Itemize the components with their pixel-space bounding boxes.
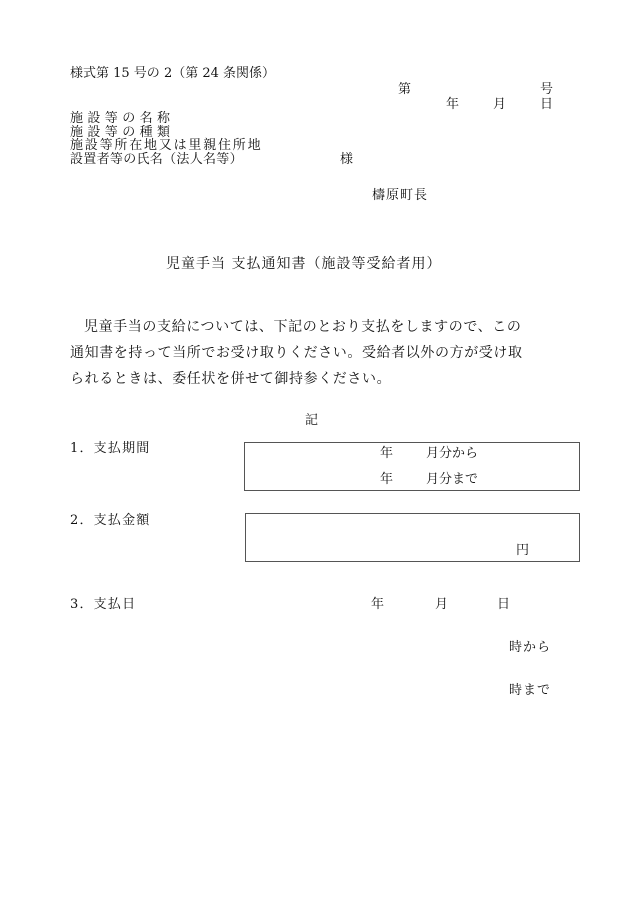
honorific-sama: 様 (340, 152, 354, 167)
period-to-year: 年 (380, 472, 394, 487)
facility-address-label: 施設等所在地又は里親住所地 (70, 138, 263, 153)
period-from-suffix: 月分から (426, 446, 479, 461)
form-number-label: 様式第 15 号の 2（第 24 条関係） (70, 66, 276, 81)
body-line-1: 児童手当の支給については、下記のとおり支払をしますので、この (84, 319, 522, 335)
facility-name-label: 施設等の名称 (70, 111, 175, 126)
body-line-3: られるときは、委任状を併せて御持参ください。 (70, 371, 392, 387)
period-from-year: 年 (380, 446, 394, 461)
ki-heading: 記 (305, 413, 319, 428)
payment-date-day: 日 (497, 597, 511, 612)
founder-name-label: 設置者等の氏名（法人名等） (70, 152, 243, 167)
payment-amount-box (245, 513, 580, 562)
amount-unit-yen: 円 (516, 543, 530, 558)
payment-time-from: 時から (509, 640, 552, 655)
issuer-name: 檮原町長 (372, 188, 429, 203)
period-to-suffix: 月分まで (426, 472, 479, 487)
payment-period-box (244, 442, 580, 491)
number-go: 号 (540, 82, 554, 97)
payment-date-label: 3．支払日 (70, 597, 137, 612)
header-date-day: 日 (540, 97, 554, 112)
payment-period-label: 1．支払期間 (70, 441, 151, 456)
payment-date-month: 月 (435, 597, 449, 612)
document-title: 児童手当 支払通知書（施設等受給者用） (166, 256, 442, 272)
number-dai: 第 (398, 82, 412, 97)
notice-body (70, 314, 560, 392)
payment-date-year: 年 (371, 597, 385, 612)
header-date-year: 年 (446, 97, 460, 112)
facility-type-label: 施設等の種類 (70, 125, 175, 140)
header-date-month: 月 (493, 97, 507, 112)
payment-amount-label: 2．支払金額 (70, 513, 151, 528)
payment-time-to: 時まで (509, 683, 552, 698)
body-line-2: 通知書を持って当所でお受け取りください。受給者以外の方が受け取 (70, 345, 523, 361)
